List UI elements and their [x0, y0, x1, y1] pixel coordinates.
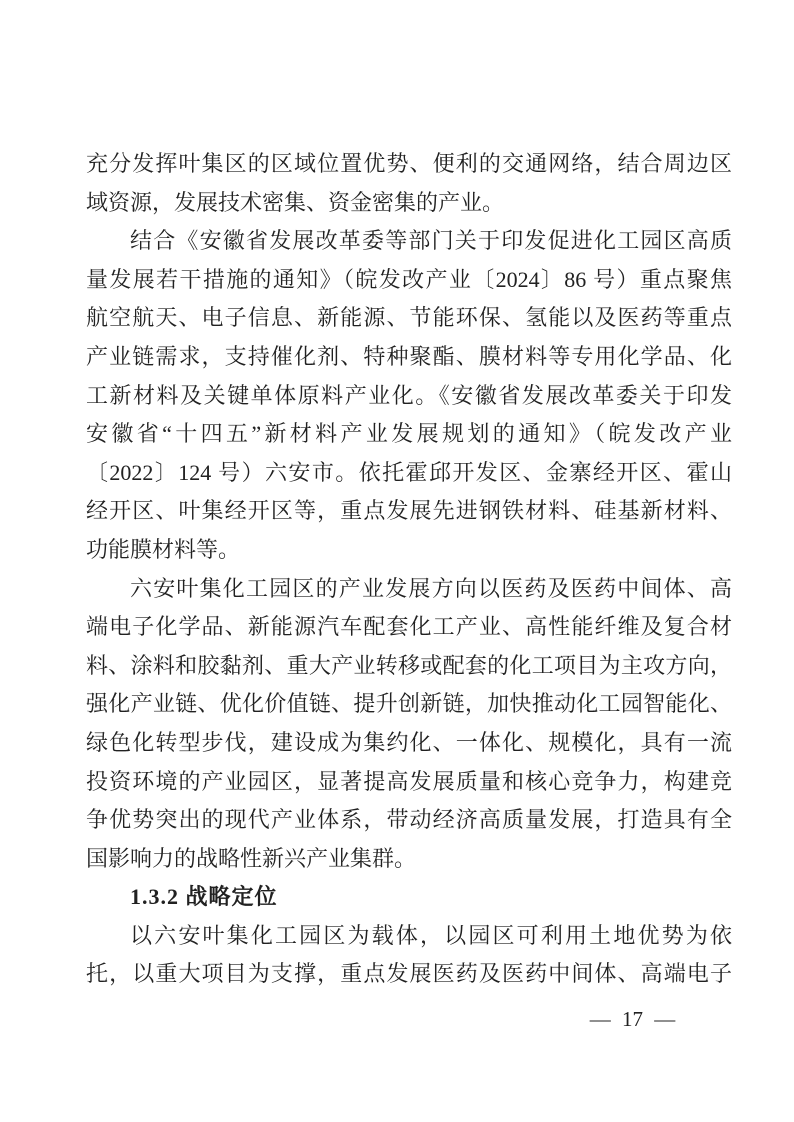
text-line: 〔2022〕124 号）六安市。依托霍邱开发区、金寨经开区、霍山: [86, 459, 732, 485]
text-line: 端电子化学品、新能源汽车配套化工产业、高性能纤维及复合材: [86, 614, 732, 640]
text-line: 域资源，发展技术密集、资金密集的产业。: [86, 189, 505, 215]
text-line: 经开区、叶集经开区等，重点发展先进钢铁材料、硅基新材料、: [86, 498, 732, 524]
text-line: 料、涂料和胶黏剂、重大产业转移或配套的化工项目为主攻方向，: [86, 652, 732, 678]
text-line: 以六安叶集化工园区为载体，以园区可利用土地优势为依: [130, 922, 732, 948]
text-line: 产业链需求，支持催化剂、特种聚酯、膜材料等专用化学品、化: [86, 343, 732, 369]
text-line: 国影响力的战略性新兴产业集群。: [86, 845, 417, 871]
text-line: 功能膜材料等。: [86, 536, 241, 562]
text-line: 强化产业链、优化价值链、提升创新链，加快推动化工园智能化、: [86, 691, 732, 717]
text-line: 托，以重大项目为支撑，重点发展医药及医药中间体、高端电子: [86, 961, 732, 987]
text-line: 航空航天、电子信息、新能源、节能环保、氢能以及医药等重点: [86, 305, 732, 331]
text-line: 安徽省“十四五”新材料产业发展规划的通知》（皖发改产业: [86, 421, 732, 447]
text-line: 结合《安徽省发展改革委等部门关于印发促进化工园区高质: [130, 228, 732, 254]
text-line: 工新材料及关键单体原料产业化。《安徽省发展改革委关于印发: [86, 382, 732, 408]
text-line: 争优势突出的现代产业体系，带动经济高质量发展，打造具有全: [86, 807, 732, 833]
text-line: 六安叶集化工园区的产业发展方向以医药及医药中间体、高: [130, 575, 732, 601]
section-heading: 1.3.2 战略定位: [130, 884, 278, 910]
text-line: 绿色化转型步伐，建设成为集约化、一体化、规模化，具有一流: [86, 729, 732, 755]
text-column: [86, 145, 732, 994]
text-line: 量发展若干措施的通知》（皖发改产业〔2024〕86 号）重点聚焦: [86, 266, 732, 292]
text-line: 充分发挥叶集区的区域位置优势、便利的交通网络，结合周边区: [86, 151, 732, 176]
text-line: 投资环境的产业园区，显著提高发展质量和核心竞争力，构建竞: [86, 768, 732, 794]
page-number: — 17 —: [589, 1007, 676, 1031]
